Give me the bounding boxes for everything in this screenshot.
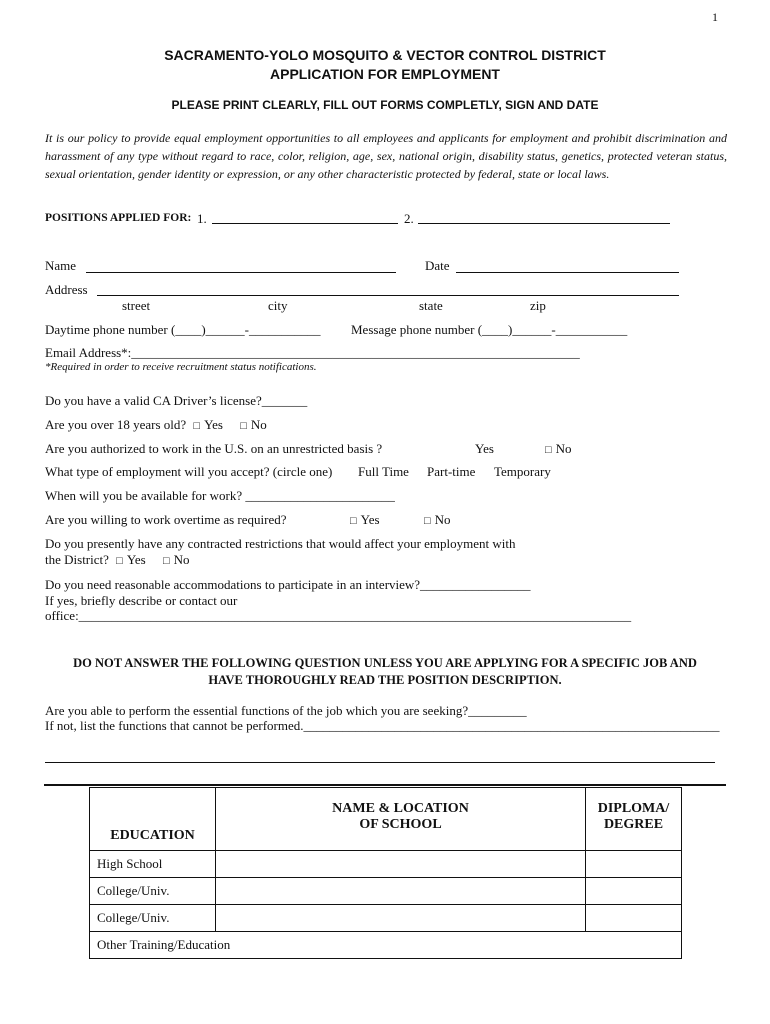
equal-opportunity-policy: It is our policy to provide equal employment opportunities to all employees and applicants for employment and prohibit discrimination and harassment of any type without regard to race, color, religion, age, sex, national origin, disability status, genetics, protected veteran status, sexual orientation, gender identity or expression, or any other characteristic protected by federal, state or local laws. [45,131,727,181]
over18-yes-checkbox[interactable]: □ [193,420,201,432]
part-time-option[interactable]: Part-time [427,464,476,479]
education-header: EDUCATION [110,828,195,843]
full-time-option[interactable]: Full Time [358,464,409,479]
notice-line1: DO NOT ANSWER THE FOLLOWING QUESTION UNLESS YOU ARE APPLYING FOR A SPECIFIC JOB AND [73,656,697,670]
positions-label: POSITIONS APPLIED FOR: [45,212,192,224]
name-label: Name [45,258,77,273]
license-question[interactable]: Do you have a valid CA Driver’s license?_______ [45,393,308,408]
restrictions-yes-label: Yes [126,552,146,567]
overtime-no-option [420,512,451,528]
functions-not-performed-field[interactable]: If not, list the functions that cannot be performed.________________________________________________________________ [45,718,720,733]
date-field[interactable] [456,272,679,273]
street-label: street [122,298,151,313]
email-note: *Required in order to receive recruitment status notifications. [45,361,317,373]
employment-type-label: What type of employment will you accept? (circle one) [45,464,333,479]
restrictions-yes-checkbox[interactable]: □ [116,555,123,567]
section-divider [44,784,726,786]
over18-no-label: No [250,417,267,432]
school-header-line2: OF SCHOOL [359,817,442,832]
accommodations-question[interactable]: Do you need reasonable accommodations to participate in an interview?_________________ [45,577,531,592]
availability-question[interactable]: When will you be available for work? _______________________ [45,488,395,503]
school-header-line1: NAME & LOCATION [332,801,469,816]
table-row [90,932,682,959]
restrictions-question-line1: Do you presently have any contracted restrictions that would affect your employment with [45,536,516,551]
position-2-number: 2. [404,211,414,226]
city-label: city [268,298,288,313]
degree-input-cell[interactable] [586,878,682,905]
table-row [90,905,682,932]
row-label: Other Training/Education [90,932,682,959]
office-field[interactable]: office:_____________________________________________________________________________________ [45,608,632,623]
over18-question [45,417,267,433]
school-header-cell [216,788,586,851]
print-instruction: PLEASE PRINT CLEARLY, FILL OUT FORMS COMPLETLY, SIGN AND DATE [171,98,599,112]
essential-functions-question[interactable]: Are you able to perform the essential functions of the job which you are seeking?_________ [45,703,527,718]
daytime-phone-field[interactable]: Daytime phone number (____)______-___________ [45,322,321,337]
restrictions-label: the District? [45,552,109,567]
over18-yes-label: Yes [204,417,223,432]
degree-input-cell[interactable] [586,905,682,932]
address-field[interactable] [97,295,679,296]
overtime-label: Are you willing to work overtime as required? [45,512,287,527]
email-field[interactable]: Email Address*:_____________________________________________________________________ [45,345,580,360]
page-number: 1 [712,10,718,24]
notice-line2: HAVE THOROUGHLY READ THE POSITION DESCRIPTION. [208,673,562,687]
form-title: SACRAMENTO-YOLO MOSQUITO & VECTOR CONTROL DISTRICT [164,47,606,63]
school-input-cell[interactable] [216,878,586,905]
row-label: College/Univ. [90,905,216,932]
zip-label: zip [530,298,546,313]
accommodations-if-yes: If yes, briefly describe or contact our [45,593,238,608]
position-1-field[interactable] [212,223,398,224]
position-2-field[interactable] [418,223,670,224]
temporary-option[interactable]: Temporary [494,464,551,479]
diploma-header-line1: DIPLOMA/ [597,801,670,816]
education-header-cell [90,788,216,851]
diploma-header-line2: DEGREE [603,817,664,832]
overtime-no-label: No [434,512,451,527]
diploma-header-cell [586,788,682,851]
position-1-number: 1. [197,211,207,226]
overtime-yes-label: Yes [360,512,380,527]
overtime-yes-checkbox[interactable]: □ [350,515,357,527]
name-field[interactable] [86,272,396,273]
row-label: College/Univ. [90,878,216,905]
authorized-no-option [541,441,572,457]
school-input-cell[interactable] [216,851,586,878]
state-label: state [419,298,443,313]
form-subtitle: APPLICATION FOR EMPLOYMENT [270,66,500,82]
school-input-cell[interactable] [216,905,586,932]
table-row [90,851,682,878]
restrictions-no-checkbox[interactable]: □ [162,555,170,567]
over18-no-checkbox[interactable]: □ [240,420,247,432]
date-label: Date [425,258,450,273]
table-row [90,878,682,905]
overtime-yes-option [346,512,380,528]
degree-input-cell[interactable] [586,851,682,878]
restrictions-no-label: No [173,552,190,567]
overtime-no-checkbox[interactable]: □ [424,515,431,527]
extra-answer-line[interactable] [45,762,715,763]
address-label: Address [45,282,88,297]
over18-label: Are you over 18 years old? [45,417,187,432]
restrictions-question-line2 [45,552,190,568]
authorized-no-checkbox[interactable]: □ [545,444,552,456]
message-phone-field[interactable]: Message phone number (____)______-___________ [351,322,628,337]
education-table [89,787,682,959]
authorized-label: Are you authorized to work in the U.S. on an unrestricted basis ? [45,441,383,456]
authorized-no-label: No [555,441,572,456]
row-label: High School [90,851,216,878]
authorized-yes-label: Yes [475,441,494,456]
